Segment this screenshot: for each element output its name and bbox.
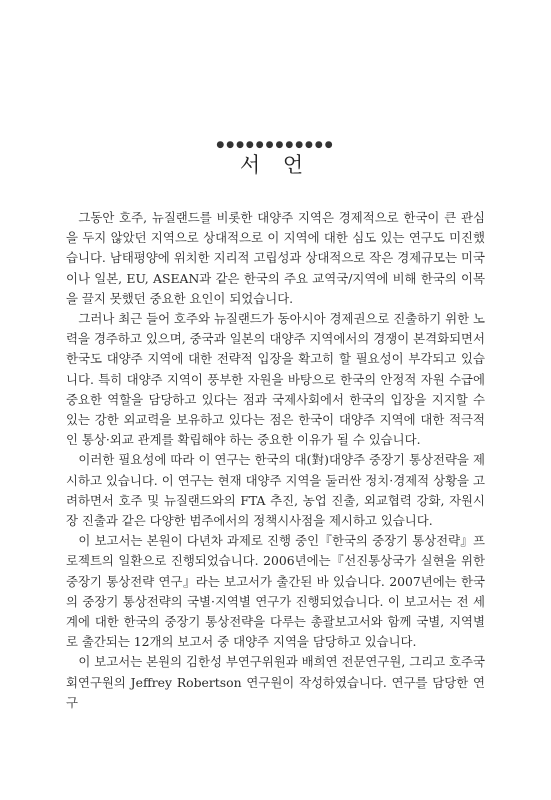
paragraph-4: 이 보고서는 본원이 다년차 과제로 진행 중인『한국의 중장기 통상전략』프로젝트의 일환으로 진행되었습니다. 2006년에는『선진통상국가 실현을 위한 중장기 통상전략 연구』라는 보고서가 출간된 바 있습니다. 2007년에는 한국의 중장기 통상전략의 국별·지역별 연구가 진행되었습니다. 이 보고서는 전 세계에 대한 한국의 중장기 통상전략을 다루는 총괄보고서와 함께 국별, 지역별로 출간되는 12개의 보고서 중 대양주 지역을 담당하고 있습니다. xyxy=(66,533,485,650)
paragraph-1: 그동안 호주, 뉴질랜드를 비롯한 대양주 지역은 경제적으로 한국이 큰 관심을 두지 않았던 지역으로 상대적으로 이 지역에 대한 심도 있는 연구도 미진했습니다. 남태평양에 위치한 지리적 고립성과 상대적으로 작은 경제규모는 미국이나 일본, EU, ASEAN과 같은 한국의 주요 교역국/지역에 비해 한국의 이목을 끌지 못했던 중요한 요인이 되었습니다. xyxy=(66,210,485,306)
paragraph-3: 이러한 필요성에 따라 이 연구는 한국의 대(對)대양주 중장기 통상전략을 제시하고 있습니다. 이 연구는 현재 대양주 지역을 둘러싼 정치·경제적 상황을 고려하면서 호주 및 뉴질랜드와의 FTA 추진, 농업 진출, 외교협력 강화, 자원시장 진출과 같은 다양한 범주에서의 정책시사점을 제시하고 있습니다. xyxy=(66,452,485,529)
preface-body xyxy=(66,208,485,713)
paragraph-2: 그러나 최근 들어 호주와 뉴질랜드가 동아시아 경제권으로 진출하기 위한 노력을 경주하고 있으며, 중국과 일본의 대양주 지역에서의 경쟁이 본격화되면서 한국도 대양주 지역에 대한 전략적 입장을 확고히 할 필요성이 부각되고 있습니다. 특히 대양주 지역이 풍부한 자원을 바탕으로 한국의 안정적 자원 수급에 중요한 역할을 담당하고 있다는 점과 국제사회에서 한국의 입장을 지지할 수 있는 강한 외교력을 보유하고 있다는 점은 한국이 대양주 지역에 대한 적극적인 통상·외교 관계를 확립해야 하는 중요한 이유가 될 수 있습니다. xyxy=(66,311,485,448)
decorative-dot-rule: ●●●●●●●●●●●● xyxy=(216,140,335,150)
page-title: 서 언 xyxy=(239,153,312,177)
paragraph-5: 이 보고서는 본원의 김한성 부연구위원과 배희연 전문연구원, 그리고 호주국회연구원의 Jeffrey Robertson 연구원이 작성하였습니다. 연구를 담당한 연구 xyxy=(66,654,485,710)
